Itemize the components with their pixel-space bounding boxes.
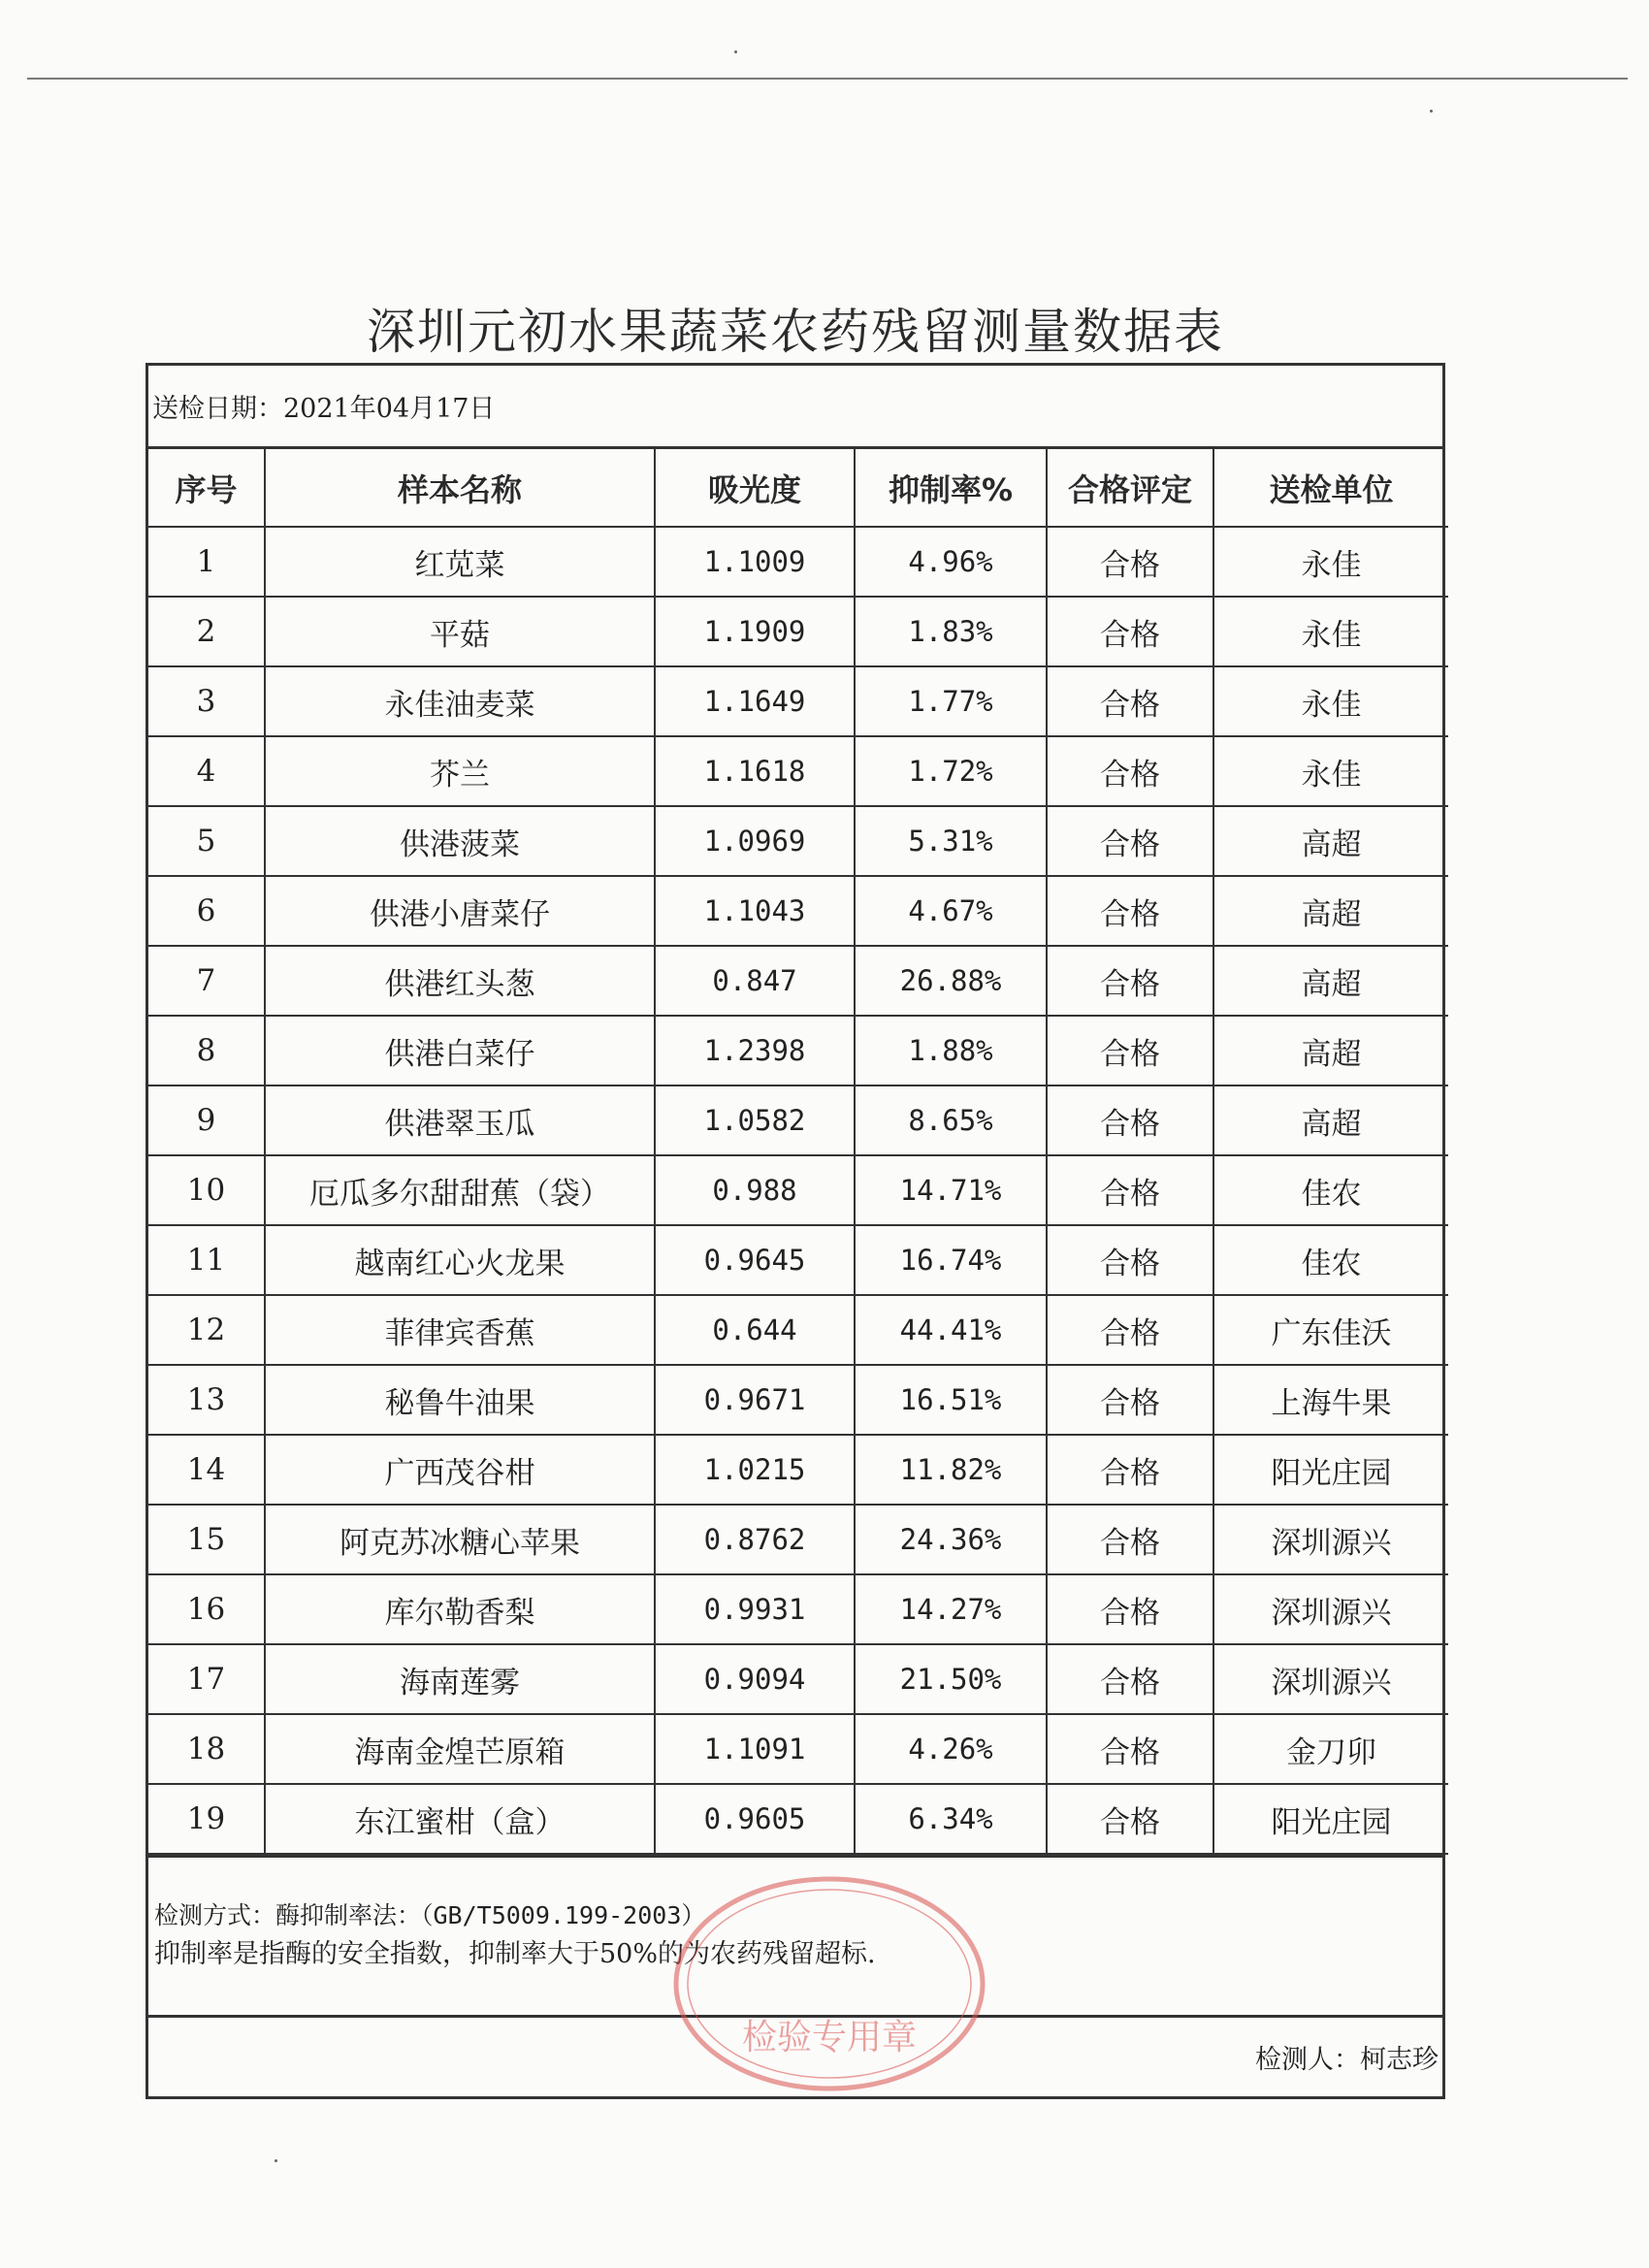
row-inhibition: 1.83% bbox=[855, 597, 1047, 666]
row-sample-name: 广西茂谷柑 bbox=[265, 1435, 655, 1505]
row-sample-name: 东江蜜柑（盒） bbox=[265, 1784, 655, 1854]
row-inhibition: 44.41% bbox=[855, 1295, 1047, 1365]
row-inhibition: 26.88% bbox=[855, 946, 1047, 1016]
row-submitting-unit: 金刀卯 bbox=[1213, 1714, 1448, 1784]
row-submitting-unit: 深圳源兴 bbox=[1213, 1505, 1448, 1574]
row-submitting-unit: 永佳 bbox=[1213, 597, 1448, 666]
row-absorbance: 1.1009 bbox=[655, 527, 855, 597]
row-result: 合格 bbox=[1047, 736, 1213, 806]
inspector-row bbox=[148, 2015, 1442, 2096]
row-submitting-unit: 佳农 bbox=[1213, 1225, 1448, 1295]
row-result: 合格 bbox=[1047, 666, 1213, 736]
row-absorbance: 1.0969 bbox=[655, 806, 855, 876]
row-sample-name: 供港白菜仔 bbox=[265, 1016, 655, 1085]
table-row bbox=[148, 1016, 1448, 1085]
row-result: 合格 bbox=[1047, 1225, 1213, 1295]
table-row bbox=[148, 666, 1448, 736]
table-row bbox=[148, 1574, 1448, 1644]
row-submitting-unit: 永佳 bbox=[1213, 666, 1448, 736]
row-absorbance: 1.0215 bbox=[655, 1435, 855, 1505]
table-row bbox=[148, 1714, 1448, 1784]
submit-date: 送检日期：2021年04月17日 bbox=[148, 366, 1442, 449]
row-no: 16 bbox=[148, 1574, 265, 1644]
row-no: 6 bbox=[148, 876, 265, 946]
row-no: 19 bbox=[148, 1784, 265, 1854]
row-sample-name: 供港小唐菜仔 bbox=[265, 876, 655, 946]
row-sample-name: 厄瓜多尔甜甜蕉（袋） bbox=[265, 1155, 655, 1225]
row-submitting-unit: 佳农 bbox=[1213, 1155, 1448, 1225]
row-sample-name: 阿克苏冰糖心苹果 bbox=[265, 1505, 655, 1574]
row-result: 合格 bbox=[1047, 946, 1213, 1016]
row-result: 合格 bbox=[1047, 1085, 1213, 1155]
table-row bbox=[148, 597, 1448, 666]
row-absorbance: 0.9645 bbox=[655, 1225, 855, 1295]
table-row bbox=[148, 1505, 1448, 1574]
row-sample-name: 库尔勒香梨 bbox=[265, 1574, 655, 1644]
row-absorbance: 1.0582 bbox=[655, 1085, 855, 1155]
row-result: 合格 bbox=[1047, 1505, 1213, 1574]
row-result: 合格 bbox=[1047, 1295, 1213, 1365]
row-result: 合格 bbox=[1047, 1155, 1213, 1225]
inspector-signature: 检测人：柯志珍 bbox=[1255, 2045, 1439, 2075]
row-inhibition: 16.51% bbox=[855, 1365, 1047, 1435]
header-sample-name: 样本名称 bbox=[265, 449, 655, 527]
results-table bbox=[148, 449, 1448, 1855]
header-absorbance: 吸光度 bbox=[655, 449, 855, 527]
row-no: 8 bbox=[148, 1016, 265, 1085]
row-sample-name: 秘鲁牛油果 bbox=[265, 1365, 655, 1435]
row-absorbance: 1.2398 bbox=[655, 1016, 855, 1085]
row-submitting-unit: 高超 bbox=[1213, 946, 1448, 1016]
row-inhibition: 1.72% bbox=[855, 736, 1047, 806]
row-no: 4 bbox=[148, 736, 265, 806]
row-no: 12 bbox=[148, 1295, 265, 1365]
row-inhibition: 14.27% bbox=[855, 1574, 1047, 1644]
row-absorbance: 0.9605 bbox=[655, 1784, 855, 1854]
method-line: 检测方式：酶抑制率法：（GB/T5009.199-2003） bbox=[154, 1901, 706, 1929]
header-submitting-unit: 送检单位 bbox=[1213, 449, 1448, 527]
row-absorbance: 0.988 bbox=[655, 1155, 855, 1225]
row-no: 7 bbox=[148, 946, 265, 1016]
header-inhibition: 抑制率% bbox=[855, 449, 1047, 527]
row-no: 11 bbox=[148, 1225, 265, 1295]
table-row bbox=[148, 876, 1448, 946]
row-submitting-unit: 高超 bbox=[1213, 876, 1448, 946]
table-row bbox=[148, 806, 1448, 876]
table-row bbox=[148, 1295, 1448, 1365]
row-inhibition: 14.71% bbox=[855, 1155, 1047, 1225]
row-sample-name: 越南红心火龙果 bbox=[265, 1225, 655, 1295]
row-no: 17 bbox=[148, 1644, 265, 1714]
row-inhibition: 6.34% bbox=[855, 1784, 1047, 1854]
row-submitting-unit: 广东佳沃 bbox=[1213, 1295, 1448, 1365]
row-inhibition: 16.74% bbox=[855, 1225, 1047, 1295]
row-result: 合格 bbox=[1047, 806, 1213, 876]
row-no: 13 bbox=[148, 1365, 265, 1435]
row-result: 合格 bbox=[1047, 1574, 1213, 1644]
table-row bbox=[148, 527, 1448, 597]
method-notes bbox=[148, 1855, 1442, 2015]
row-result: 合格 bbox=[1047, 597, 1213, 666]
row-no: 15 bbox=[148, 1505, 265, 1574]
row-no: 1 bbox=[148, 527, 265, 597]
table-row bbox=[148, 1085, 1448, 1155]
row-submitting-unit: 永佳 bbox=[1213, 736, 1448, 806]
svg-text:检验专用章: 检验专用章 bbox=[741, 2018, 918, 2057]
row-inhibition: 4.26% bbox=[855, 1714, 1047, 1784]
row-sample-name: 永佳油麦菜 bbox=[265, 666, 655, 736]
row-submitting-unit: 高超 bbox=[1213, 1085, 1448, 1155]
row-submitting-unit: 阳光庄园 bbox=[1213, 1784, 1448, 1854]
row-result: 合格 bbox=[1047, 876, 1213, 946]
row-absorbance: 1.1649 bbox=[655, 666, 855, 736]
row-sample-name: 海南莲雾 bbox=[265, 1644, 655, 1714]
row-sample-name: 平菇 bbox=[265, 597, 655, 666]
row-no: 14 bbox=[148, 1435, 265, 1505]
row-result: 合格 bbox=[1047, 1714, 1213, 1784]
table-header-row bbox=[148, 449, 1448, 527]
row-absorbance: 0.9931 bbox=[655, 1574, 855, 1644]
row-result: 合格 bbox=[1047, 1365, 1213, 1435]
row-inhibition: 21.50% bbox=[855, 1644, 1047, 1714]
row-sample-name: 红苋菜 bbox=[265, 527, 655, 597]
row-no: 18 bbox=[148, 1714, 265, 1784]
row-submitting-unit: 上海牛果 bbox=[1213, 1365, 1448, 1435]
scan-speck bbox=[734, 50, 737, 53]
row-absorbance: 0.847 bbox=[655, 946, 855, 1016]
row-absorbance: 0.8762 bbox=[655, 1505, 855, 1574]
document-title: 深圳元初水果蔬菜农药残留测量数据表 bbox=[367, 304, 1224, 360]
row-result: 合格 bbox=[1047, 1435, 1213, 1505]
row-absorbance: 1.1091 bbox=[655, 1714, 855, 1784]
row-inhibition: 4.96% bbox=[855, 527, 1047, 597]
row-inhibition: 1.88% bbox=[855, 1016, 1047, 1085]
row-no: 3 bbox=[148, 666, 265, 736]
row-no: 10 bbox=[148, 1155, 265, 1225]
table-row bbox=[148, 946, 1448, 1016]
row-no: 5 bbox=[148, 806, 265, 876]
row-submitting-unit: 高超 bbox=[1213, 806, 1448, 876]
row-sample-name: 菲律宾香蕉 bbox=[265, 1295, 655, 1365]
scan-speck bbox=[275, 2159, 277, 2162]
row-sample-name: 海南金煌芒原箱 bbox=[265, 1714, 655, 1784]
row-result: 合格 bbox=[1047, 527, 1213, 597]
row-submitting-unit: 深圳源兴 bbox=[1213, 1644, 1448, 1714]
row-inhibition: 8.65% bbox=[855, 1085, 1047, 1155]
table-row bbox=[148, 1784, 1448, 1854]
row-inhibition: 4.67% bbox=[855, 876, 1047, 946]
row-absorbance: 0.9671 bbox=[655, 1365, 855, 1435]
table-row bbox=[148, 1155, 1448, 1225]
table-row bbox=[148, 736, 1448, 806]
row-no: 9 bbox=[148, 1085, 265, 1155]
row-no: 2 bbox=[148, 597, 265, 666]
row-result: 合格 bbox=[1047, 1784, 1213, 1854]
row-absorbance: 1.1909 bbox=[655, 597, 855, 666]
row-result: 合格 bbox=[1047, 1644, 1213, 1714]
row-submitting-unit: 高超 bbox=[1213, 1016, 1448, 1085]
row-result: 合格 bbox=[1047, 1016, 1213, 1085]
report-sheet bbox=[146, 363, 1445, 2099]
row-submitting-unit: 阳光庄园 bbox=[1213, 1435, 1448, 1505]
row-sample-name: 供港菠菜 bbox=[265, 806, 655, 876]
row-absorbance: 1.1043 bbox=[655, 876, 855, 946]
header-no: 序号 bbox=[148, 449, 265, 527]
row-sample-name: 芥兰 bbox=[265, 736, 655, 806]
table-row bbox=[148, 1644, 1448, 1714]
row-submitting-unit: 永佳 bbox=[1213, 527, 1448, 597]
row-absorbance: 1.1618 bbox=[655, 736, 855, 806]
row-sample-name: 供港翠玉瓜 bbox=[265, 1085, 655, 1155]
table-row bbox=[148, 1435, 1448, 1505]
row-submitting-unit: 深圳源兴 bbox=[1213, 1574, 1448, 1644]
scan-top-rule bbox=[27, 78, 1628, 80]
row-inhibition: 5.31% bbox=[855, 806, 1047, 876]
note-line: 抑制率是指酶的安全指数，抑制率大于50%的为农药残留超标. bbox=[154, 1939, 876, 1969]
table-row bbox=[148, 1365, 1448, 1435]
row-sample-name: 供港红头葱 bbox=[265, 946, 655, 1016]
row-inhibition: 24.36% bbox=[855, 1505, 1047, 1574]
table-row bbox=[148, 1225, 1448, 1295]
row-absorbance: 0.9094 bbox=[655, 1644, 855, 1714]
row-inhibition: 11.82% bbox=[855, 1435, 1047, 1505]
scan-speck bbox=[1430, 110, 1433, 113]
row-inhibition: 1.77% bbox=[855, 666, 1047, 736]
row-absorbance: 0.644 bbox=[655, 1295, 855, 1365]
header-result: 合格评定 bbox=[1047, 449, 1213, 527]
